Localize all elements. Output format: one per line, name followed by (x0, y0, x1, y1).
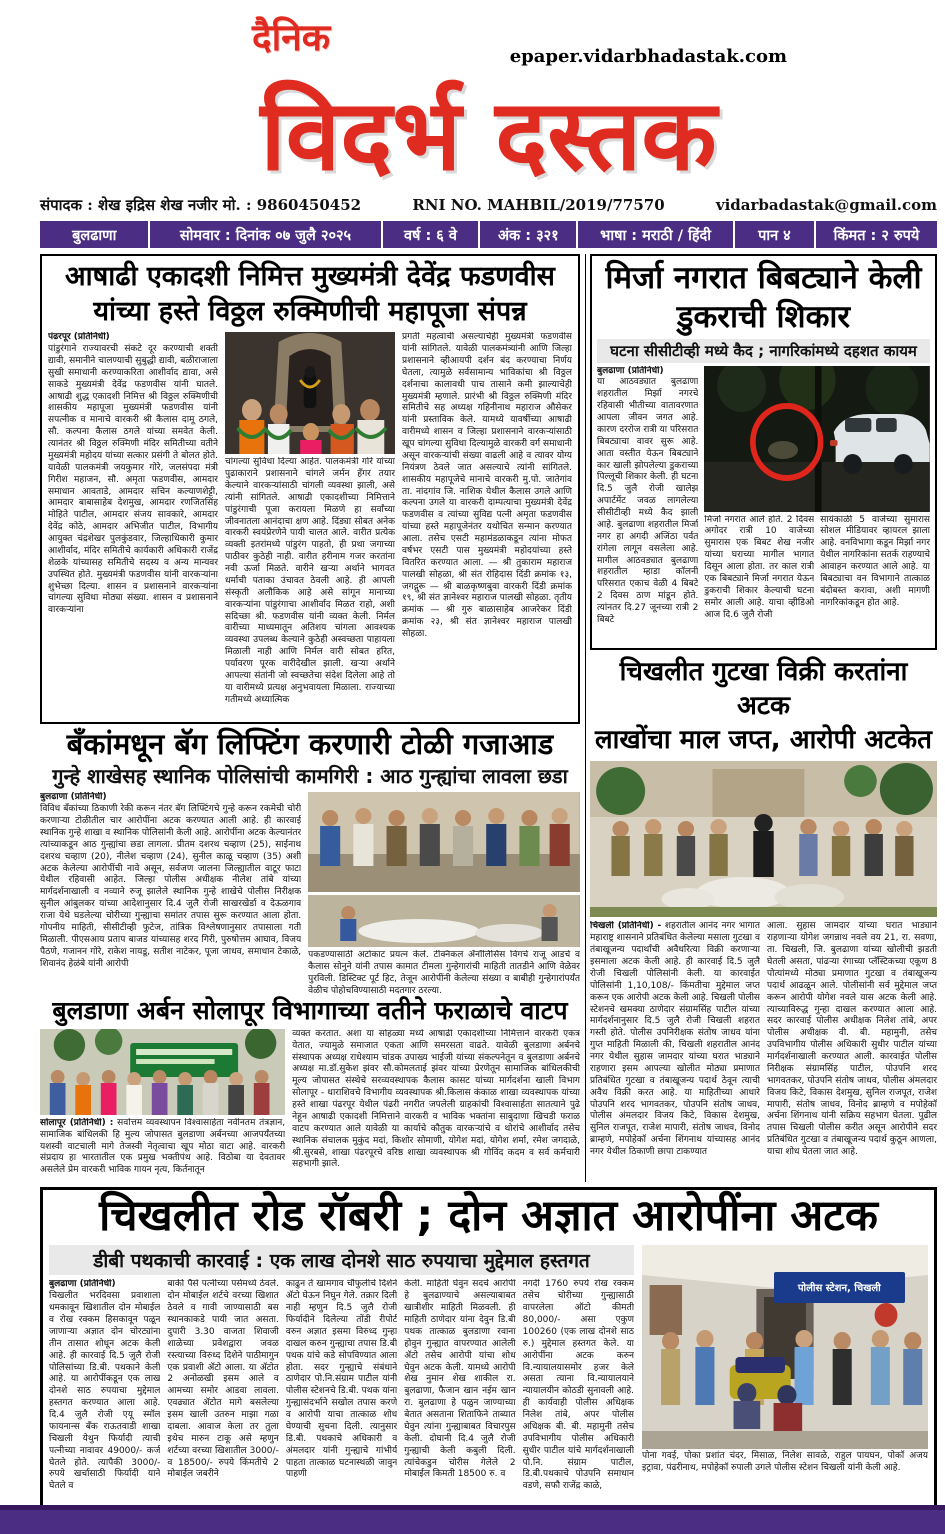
gutkha-col1-text: शहरातील आनंद नगर भागात महाराष्ट्र शासनाने प्रतिबंधित केलेल्या मसाला गुटखा व तंबाखूजन्य पदार्थांची अवैधरित्या विक्री करणाऱ्या इसमाला अटक केली आहे. ही कारवाई दि.5 जुलै रोजी चिखली पोलिसांनी केली. या कारवाईत पोलिसांनी 1,10,108/- किंमतीचा मुद्देमाल जप्त करून एक आरोपी अटक केली आहे. चिखली पोलीस स्टेशनचे खमक्या ठाणेदार संग्रामसिंह पाटील यांच्या मार्गदर्शनानुसार दि.5 जुलै रोजी चिखली शहरात गस्ती होते. पोलीस उपनिरीक्षक संतोष जाधव यांना गुप्त माहिती मिळाली की, चिखली शहरातील आनंद नगर येथील सुहास जामदार यांच्या घरात भाड्याने राहणारा इसम आपल्या खोलीत मोठ्या प्रमाणात प्रतिबंधित गुटखा व तंबाखूजन्य पदार्थ ठेवून त्याची अवैध विक्री करत आहे. या माहितीच्या आधारे पोउपनि शरद भागवतकर, पोउपनि संतोष जाधव, पोलीस अंमलदार विजय किटे, विकास देशमुख, सुनिल राजपूत, राजेश मापारी, संतोष जाधव, विनोद ब्राम्हणे, मपोहेकॉ अर्चना शिंगनाथ यांच्यासह आनंद नगर येथील ठिकाणी छापा टाकण्यात (590, 921, 760, 1158)
mahapuja-col1-text: पांडुरंगाने राज्यावरची संकटे दूर करण्याची शक्ती द्यावी, समानीने चालण्याची सुबुद्धी द्यावी, बळीराजाला सुखी समाधानी करण्याकरिता आशीर्वाद द्यावा, असे साकडे मुख्यमंत्री देवेंद्र फडणवीस यांनी घातले. आषाढी शुद्ध एकादशी निमित्त श्री विठ्ठल रुक्मिणीची शासकीय महापूजा मुख्यमंत्री फडणवीस यांनी सपत्नीक व मानाचे वारकरी श्री कैलास दामू ठगले, सौ. कल्पना कैलास ठगले यांच्या समवेत केली. त्यानंतर श्री विठ्ठल रुक्मिणी मंदिर समितीच्या वतीने मुख्यमंत्री महोदय यांच्या सत्कार प्रसंगी ते बोलत होते. यावेळी पालकमंत्री जयकुमार गोरे, जलसंपदा मंत्री गिरीश महाजन, सौ. अमृता फडणवीस, आमदार समाधान आवताडे, आमदार सचिन कल्याणशेट्टी, आमदार बाबासाहेब देशमुख, आमदार रणजितसिंह मोहिते पाटील, आमदार संजय सावकारे, आमदार देवेंद्र कोठे, आमदार अभिजीत पाटील, विभागीय आयुक्त चंद्रशेखर पुलकुंडवार, जिल्हाधिकारी कुमार आशीर्वाद, मंदिर समितीचे कार्यकारी अधिकारी राजेंद्र शेळके यांच्यासह समितीचे सदस्य व अन्य मान्यवर उपस्थित होते. मुख्यमंत्री फडणवीस यांनी वारकऱ्यांना शुभेच्छा दिल्या. शासन व प्रशासनाने वारकऱ्यांना चांगल्या सुविधा मोठ्या संख्या. शासन व प्रशासनाने वारकऱ्यांना (48, 344, 218, 616)
gutkha-headline-line2: लाखोंचा माल जप्त, आरोपी अटकेत (595, 724, 932, 755)
rni-number: RNI NO. MAHBIL/2019/77570 (412, 196, 665, 214)
mahapuja-col3-text: प्रगती महत्वाची असल्याचेही मुख्यमंत्री फडणवीस यांनी सांगितले. यावेळी पालकमंत्र्यांनी आणि जिल्हा प्रशासनाने व्हीआयपी दर्शन बंद करण्याचा निर्णय घेतला, त्यामुळे सर्वसामान्य भाविकांचा श्री विठ्ठल दर्शनाचा कालावधी पाच तासाने कमी झाल्याचेही मुख्यमंत्री म्हणाले. प्रारंभी श्री विठ्ठल रुक्मिणी मंदिर समितीचे सह अध्यक्ष गहिनीनाथ महाराज औसेकर यांनी प्रस्ताविक केले. यामध्ये यावर्षीच्या आषाढी वारीमध्ये शासन व जिल्हा प्रशासनाने वारकऱ्यांसाठी खूप चांगल्या सुविधा दिल्यामुळे वारकरी वर्ग समाधानी असून वारकऱ्यांची संख्या वाढली आहे व त्यावर योग्य नियंत्रण ठेवले जात असल्याचे त्यांनी सांगितले. शासकीय महापूजेचे मानाचे वारकरी मु.पो. जातेगांव ता. नांदगांव जि. नाशिक येथील कैलास उगले आणि कल्पना उगले या वारकरी दाम्पत्याचा मुख्यमंत्री देवेंद्र फडणवीस व त्यांच्या सुविद्य पत्नी अमृता फडणवीस यांच्या हस्ते महापूजेनंतर यथोचित सन्मान करण्यात आला. तसेच एसटी महामंडळाकडून त्यांना मोफत वर्षभर एसटी पास मुख्यमंत्री महोदयांच्या हस्ते वितरित करण्यात आला. — श्री तुकाराम महाराज पालखी सोहळा, श्री संत रोहिदास दिंडी क्रमांक १३, जगद्गुरू — श्री बाळकृष्णबुवा वारकरी दिंडी क्रमांक १९, श्री संत ज्ञानेश्वर महाराज पालखी सोहळा. तृतीय क्रमांक — श्री गुरु बाळासाहेब आजरेकर दिंडी क्रमांक २३, श्री संत ज्ञानेश्वर महाराज पालखी सोहळा. (402, 332, 572, 640)
robbery-col1-text: चिखलीत भरदिवसा प्रवाशाला धमकावून खिशातील दोन मोबाईल व रोख रक्कम हिसकावून पळून जाणाऱ्या अज्ञात दोन चोरट्यांना तीन तासात शोधून अटक केली आहे. ही कारवाई दि.5 जुलै रोजी पोलिसांच्या डि.बी. पथकाने केली आहे. या आरोपींकडून एक लाख दोनशे साठ रुपयाचा मुद्देमाल हस्तगत करण्यात आला आहे. दि.4 जुलै रोजी एयू स्मॉल फायनान्स बँक राऊतवाडी शाखा चिखली येथुन फिर्यादी त्याची पत्नीच्या नावावर 49000/- कर्ज घेतले होते. त्यापैकी 3000/- रुपये खर्चासाठी फिर्यादी याने घेतले व (49, 1291, 161, 1492)
leopard-col1 (597, 366, 698, 654)
mahapuja-temple-photo (225, 332, 395, 454)
article-gutkha (590, 650, 937, 1182)
gutkha-seizure-photo (590, 761, 937, 917)
daily-label: दैनिक (252, 16, 331, 59)
solapur-right-para: व्यक्त करतात. अशा या सोहळ्या मध्ये आषाढी एकादशीच्या निमित्ताने वारकरी एकत्र येतात, ज्यामुळे समाजात एकता आणि समरसता वाढते. यावेळी बुलडाणा अर्बनचे संस्थापक अध्यक्ष राधेश्याम चांडक उपाख्य भाईजी यांच्या संकल्पनेतून व बुलडाणा अर्बनचे अध्यक्ष मा.डॉ.सुकेश झंवर सौ.कोमलताई झंवर यांच्या प्रेरणेतून सामाजिक बांधिलकीची मूल्य जोपासत संस्थेचे सरव्यवस्थापक कैलास कासट यांच्या मार्गदर्शना खाली विभाग सोलापूर - धाराशिवचे विभागीय व्यवस्थापक श्री.किलास कंकाळ शाखा व्यवस्थापक यांच्या हस्ते शाखा पंढरपूर येथील पंढरी नगरीत जपलेली ग्राहकांची विश्वासार्हता सातत्याने पुढे नेहून आषाढी एकादशी निमित्ताने वारकरी व भाविक भक्तांना साबुदाणा खिचडी फराळ वाटप करण्यात आले यावेळी या कार्याचे कौतुक वारकऱ्यांचे व थोरांचे आशीर्वाद तसेच स्थानिक संचालक मुकुंद मदां, किशोर सोमाणी, योगेश मदां, योगेश शर्मा, रमेश जगदाळे, श्री.सुरबसे, शाखा पंढरपूरचे वरिष्ठ शाखा व्यवस्थापक श्री गोविंद कदम व सर्व कर्मचारी सहभागी झाले. (292, 1028, 580, 1170)
bank-accused-group-photo (308, 792, 580, 892)
cctv-night-illustration (704, 366, 930, 512)
solapur-left-para (40, 1118, 285, 1181)
faral-distribution-illustration (40, 1029, 285, 1115)
robbery-police-station-photo (642, 1245, 928, 1449)
mahapuja-byline: पंढरपूर (प्रतिनिधी) (48, 332, 110, 343)
leopard-byline: बुलढाणा (प्रतिनिधी) (597, 365, 664, 376)
gutkha-col1 (590, 921, 760, 1182)
robbery-photo-caption: पोना गवई, पोका प्रशांत चंदर, मिसाळ, निलेश सावळे, राहुल पायघन, पोकॉ अजय इट्रावा, पंढरीनाथ, मपोहेकॉ रुपाली उगले पोलीस स्टेशन चिखली यांनी केली आहे. (642, 1451, 928, 1474)
mahapuja-headline: आषाढी एकादशी निमित्त मुख्यमंत्री देवेंद्र फडणवीस यांच्या हस्ते विठ्ठल रुक्मिणीची महापूजा संपन्न (65, 261, 555, 328)
bank-photo-note: पकडण्यासाठी अटोकाट प्रयत्न केले. टेक्निकल ॲनॉलिसिस विंगचे राजू आडचे व कैलास सोनुने यांनी तपास कामात टीमला गुन्हेगारांची माहिती तातडीने आणि वेळेवर पुरविली. डिस्टिक्ट पूर्ट हिट, तेजून आरोपींनी केलेल्या संख्या व बाबीही गुन्हेगारांपर्यंत वेळीच पोहोचविण्यासाठी मदतगार ठरल्या. (308, 950, 580, 996)
solapur-distribution-photo (40, 1029, 285, 1115)
gutkha-seizure-illustration (590, 761, 937, 917)
mahapuja-col1 (48, 332, 218, 714)
email-address: vidarbadastak@gmail.com (715, 196, 937, 214)
robbery-col2-text: बाकी पैसे पत्नीच्या पर्समध्ये ठेवले. दोन मोबाईल शर्टचे वरच्या खिशात ठेवले व गावी जाण्यासाठी बस स्थानकाकडे पायी जात असता. दुपारी 3.30 वाजता शिवाजी शाळेच्या प्रवेशद्वारा जवळ रस्त्याच्या विरुध्द दिशेने पाठीमागुन एक प्रवाशी ॲटो आला. या ॲटोत 2 अनोळखी इसम आले व आमच्या समोर आडवा लावला. एवढ्यात ॲटोत मागे बसलेल्या इसम खाली उतरुन माझा गळा दाबला. आवाज केला तर तुला इथेच मारुन टाकू असे म्हणुन शर्टच्या वरच्या खिशातील 3000/- व 18500/- रुपये किंमतीचे 2 मोबाईल जबरीने (167, 1279, 279, 1480)
edition-info-bar (40, 221, 937, 248)
leopard-cctv-photo (704, 366, 930, 512)
leopard-col3-text: सायंकाळी 5 वाजेच्या सुमारास सोशल मीडियावर व्हायरल झाला आहे. वनविभागा कडून मिर्झा नगर येथील नागरिकांना सतर्क राहण्याचे आवाहन करण्यात आले आहे. या बिबट्याचा वन विभागाने तात्काळ बंदोबस्त करावा, अशी मागणी नागरिकांकडून होत आहे. (820, 514, 931, 608)
solapur-left-text: सर्वोत्तम व्यवस्थापन विश्वासार्हता नवीनतम तंत्रज्ञान, सामाजिक बांधिलकी हि मुल्य जोपासत बुलडाणा अर्बनच्या आजपर्यंतच्या यशस्वी वाटचाली मागे तेजस्वी नेतृत्वाचा खूप मोठा वाटा आहे. वारकरी संप्रदाय हा भारतातील एक प्रमुख भक्तीपंथ आहे. विठोबा या देवतावर असलेले प्रेम वारकरी भाविक गायन नृत्य, किर्तनातून (40, 1117, 286, 1176)
gutkha-byline: चिखली (प्रतिनिधी) - (590, 921, 662, 932)
epaper-website: epaper.vidarbhadastak.com (509, 46, 787, 67)
article-mahapuja (40, 254, 580, 724)
bank-seized-goods-photo (308, 895, 580, 947)
robbery-col5-text: नगदी 1760 रुपये रोख रक्कम तसेच चोरीच्या गुन्ह्यासाठी वापरलेला ऑटो कीमती 80,000/- असा एकुण 100260 (एक लाख दोनशे साठ रु.) मुद्देमाल हस्तगत केले. या आरोपींना अटक करुन वि.न्यायालयासमोर हजर केले असता त्याना वि.न्यायालयाने न्यायालयीन कोठडी सुनावली आहे. ही कार्यवाही पोलीस अधिक्षक निलेश तांबे, अपर पोलीस अधिक्षक बी. बी. महामुनी तसेच उपविभागीय पोलीस अधिकारी सुधीर पाटील यांचे मार्गदर्शनाखाली पो.नि. संग्राम पाटील, डि.बी.पथकाचे पोउपनि समाधान वडणे, सफौ राजेंद्र काळे, (522, 1279, 635, 1492)
police-group-illustration (308, 792, 580, 892)
edition-issue: अंक : ३२१ (480, 221, 576, 248)
seized-goods-illustration (308, 895, 580, 947)
leopard-col2-text: मिर्जा नगरात आले होते. 2 दिवस अगोदर रात्री 10 वाजेच्या सुमारास एक बिबट शेख नजीर यांच्या घराच्या मागील भागात दिसून आला होता. तर काल रात्री एक बिबट्याने मिर्जा नगरात येऊन डुकराची शिकार केल्याची घटना समोर आली आहे. याचा व्हीडिओ आज दि.6 जुलै रोजी (704, 514, 815, 620)
robbery-headline: चिखलीत रोड रॉबरी ; दोन अज्ञात आरोपींना अटक (99, 1191, 878, 1241)
leopard-col1-text: या आठवड्यात बुलढाणा शहरातील मिर्झा नगरचे रहिवासी भीतीच्या वातावरणात आपला जीवन जगत आहे. कारण दररोज रात्री या परिसरात बिबट्याचा वावर सुरू आहे. आता वस्तीत येऊन बिबट्याने कार खाली झोपलेल्या डुकराच्या पिल्लूची शिकार केली. ही घटना दि.5 जुलै रोजी खालेझ अपार्टमेंट जवळ लागलेल्या सीसीटीव्ही मध्ये कैद झाली आहे. बुलढाणा शहरातील मिर्जा नगर हा अगदी अजिंठा पर्वत रांगेला लागून वसलेला आहे. मागील आठवड्यात बुलढाणा शहरातील म्हाडा कॉलनी परिसरात एकाच वेळी 4 बिबटे 2 दिवस ठाण मांडून होते. त्यांनतर दि.27 जूनच्या रात्री 2 बिबटे (597, 377, 699, 625)
temple-puja-illustration (225, 332, 395, 454)
mahapuja-col2-text: चांगल्या सुविधा दिल्या आहेत. पालकमंत्री गोरे यांच्या पुढाकाराने प्रशासनाने चांगले जर्मन हँगर तयार केल्याने वारकऱ्यांसाठी चांगली व्यवस्था झाली, असे त्यांनी सांगितले. आषाढी एकादशीच्या निमित्ताने पांडुरंगाची पूजा करायला मिळणे हा सर्वांच्या जीवनातला आनंदाचा क्षण आहे. दिंड्या सोबत अनेक वारकरी स्वयंप्रेरणेने पायी चालत आले. वारीत प्रत्येक व्यक्ती इतरांमध्ये पांडुरंग पाहतो, ही प्रथा जगाच्या पाठीवर कुठेही नाही. वारीत हरीनाम गजर करतांना नवी ऊर्जा मिळते. वारीने खऱ्या अर्थाने भागवत धर्माची पताका उंचावत ठेवली आहे. ही आपली संस्कृती अलौकिक आहे असे सांगून मानाच्या वारकऱ्यांना पांडुरंगाचा आशीर्वाद मिळत राहो, अशी सदिच्छा श्री. फडणवीस यांनी व्यक्त केली. निर्मल वारीच्या माध्यमातून अतिशय चांगला आवश्यक व्यवस्था उपलब्ध केल्याने कुठेही अस्वच्छता पाहायला मिळाली नाही आणि निर्मल वारी सोबत हरित, पर्यावरण पूरक वारीदेखील झाली. खऱ्या अर्थाने आपल्या संतांनी जो स्वच्छतेचा संदेश दिलेला आहे तो या वारीमध्ये प्रत्यक्ष अनुभवायला मिळाला. राज्याच्या गतीमध्ये अध्यात्मिक (225, 457, 395, 705)
gutkha-col2-text: आला. सुहास जामदार यांच्या घरात भाड्याने राहणाऱ्या योगेश जगन्नाथ नवले वय 21, रा. सवणा, ता. चिखली, जि. बुलढाणा यांच्या खोलीची झडती घेतली असता, पांढऱ्या रंगाच्या प्लॅस्टिकच्या एकूण 8 पोत्यांमध्ये मोठ्या प्रमाणात गुटखा व तंबाखूजन्य पदार्थ आढळून आले. पोलीसांनी सर्व मुद्देमाल जप्त करून आरोपी योगेश नवले यास अटक केली आहे. त्याच्याविरुद्ध गुन्हा दाखल करण्यात आला आहे. सदर कारवाई पोलीस अधीक्षक निलेश तांबे, अपर पोलीस अधीक्षक वी. बी. महामुनी, तसेच उपविभागीय पोलीस अधिकारी सुधीर पाटील यांच्या मार्गदर्शनाखाली करण्यात आली. कारवाईत पोलीस निरीक्षक संग्रामसिंह पाटील, पोउपनि शरद भागवतकर, पोउपनि संतोष जाधव, पोलीस अंमलदार विजय किटे, विकास देशमुख, सुनिल राजपूत, राजेश मापारी, संतोष जाधव, विनोद ब्राम्हणे व मपोहेकॉ अर्चना शिंगनाथ यांनी सक्रिय सहभाग घेतला. पुढील तपास चिखली पोलीस करीत असून आरोपीने सदर प्रतिबंधित गुटखा व तंबाखूजन्य पदार्थ कुठून आणला, याचा शोध घेतला जात आहे. (767, 921, 937, 1158)
edition-date: सोमवार : दिनांक ०७ जुलै २०२५ (150, 221, 380, 248)
bank-body (40, 792, 301, 996)
editor-line: संपादक : शेख इद्रिस शेख नजीर मो. : 9860450452 (40, 196, 362, 214)
publisher-info-row (40, 192, 937, 218)
solapur-byline: सोलापूर (प्रतिनिधी) : (40, 1117, 114, 1128)
edition-price: किंमत : २ रुपये (816, 221, 937, 248)
robbery-col4-text: केली. माहिती घेवुन सदचे आरोपी हे बुलढाण्याचे असल्याबाबत खात्रीशीर माहिती मिळवली. ही माहिती ठाणेदार यांना देवुन डि.बी पथक तात्काळ बुलडाणा रवाना होवुन गुन्ह्यात वापरण्यात आलेली ॲटो तसेच आरोपी यांचा शोध घेवुन अटक केली. यामध्ये आरोपी शेख नुमान शेख शाकील रा. बुलढाणा, फैजान खान नईम खान रा. बुलढाणा हे पळुन जाण्याच्या बेतात असताना शिताफिने ताब्यात घेवुन त्यांना गुन्ह्याबाबत विचारपुस केली. दोघानी दि.4 जुलै रोजी गुन्ह्याची केली कबुली दिली. त्यांचेकडुन चोरीस गेलेले 2 मोबाईल किमती 18500 रु. व (404, 1279, 516, 1480)
article-leopard (590, 254, 937, 650)
bank-body-text: विविध बँकांच्या ठिकाणी रेकी करून नंतर बॅग लिफ्टिंगचे गुन्हे करून रकमेची चोरी करणाऱ्या टोळीतील चार आरोपींना अटक करण्यात आली आहे. ही कारवाई स्थानिक गुन्हे शाखा व स्थानिक पोलिसांनी केली आहे. आरोपींना अटक केल्यानंतर त्यांच्याकडून आठ गुन्ह्यांचा छडा लागला. प्रीतम दशरथ चव्हाण (25), साईनाथ दशरथ चव्हाण (20), नीलेश चव्हाण (24), सुनील काळू चव्हाण (35) अशी अटक केलेल्या आरोपींची नावे असून, सर्वजण जालना जिल्ह्यातील वाटूर फाटा येथील रहिवासी आहेत. जिल्हा पोलीस अधीक्षक नीलेश तांबे यांच्या मार्गदर्शनाखाली व नव्याने रुजू झालेले स्थानिक गुन्हे शाखेचे पोलीस निरीक्षक सुनील आंबुलकर यांच्या आदेशानुसार दि.4 जुलै रोजी साखरखेर्डा व देऊळगाव राजा येथे घडलेल्या चोरीच्या गुन्ह्याचा समांतर तपास सुरू करण्यात आला होता. गोपनीय माहिती, सीसीटीव्ही फुटेज, तांत्रिक विश्लेषणानुसार तपासाला गती मिळाली. पीएसआय प्रताप बाजड यांच्यासह शरद गिरी, पुरुषोत्तम आघाव, विजय पैठणे, गजानन गोरे, राकेश नायडू, सतीश नाटेकर, पूजा जाधव, समाधान टेकाळे, शिवानंद हेळंबे यांनी आरोपी (40, 804, 302, 969)
robbery-col3-text: काढुन ते खामगाव चौफुलीचे दिशेने ॲटो घेऊन निघुन गेले. तक्रार दिली नाही म्हणुन दि.5 जुलै रोजी फिर्यादीने दिलेल्या तोंडी रीपोर्ट वरुन अज्ञात इसमा विरुध्द गुन्हा दाखल करुन गुन्ह्याचा तपास डि.बी पथक यांचे कडे सोपविण्यात आला होता. सदर गुन्ह्याचे संबंधाने ठाणेदार पो.नि.संग्राम पाटील यांनी पोलीस स्टेशनचे डि.बी. पथक यांना गुन्ह्यासंदर्भाने सखोल तपास करणे व आरोपी याचा तात्काळ शोध घेण्याची सुचना दिली. त्यानुसार डि.बी. पथकाचे अधिकारी व अंमलदार यांनी गुन्ह्याचे गांभीर्य पाहता तात्काळ घटनास्थळी जावुन पाहणी (285, 1279, 398, 1480)
bank-headline: बँकांमधून बॅग लिफ्टिंग करणारी टोळी गजाआड (66, 727, 554, 761)
robbery-col1 (49, 1279, 160, 1503)
edition-year: वर्ष : ६ वे (383, 221, 479, 248)
robbery-subhead: डीबी पथकाची कारवाई : एक लाख दोनशे साठ रुपयाचा मुद्देमाल हस्तगत (49, 1245, 634, 1275)
edition-name: बुलढाणा (40, 221, 148, 248)
article-road-robbery (40, 1187, 937, 1513)
bank-subhead: गुन्हे शाखेसह स्थानिक पोलिसांची कामगिरी : आठ गुन्ह्यांचा लावला छडा (52, 764, 568, 789)
solapur-headline: बुलडाणा अर्बन सोलापूर विभागाच्या वतीने फराळाचे वाटप (52, 996, 568, 1025)
gutkha-headline-line1: चिखलीत गुटखा विक्री करतांना अटक (619, 657, 908, 721)
edition-language: भाषा : मराठी / हिंदी (578, 221, 733, 248)
paper-title: विदर्भ दस्तक (260, 79, 717, 194)
article-solapur-faral (40, 994, 580, 1182)
footer-bar (0, 1505, 945, 1534)
police-station-sign: पोलीस स्टेशन, चिखली (774, 1272, 906, 1303)
masthead (40, 0, 937, 194)
article-bank-lifting (40, 724, 580, 994)
leopard-headline: मिर्जा नगरात बिबट्याने केली डुकराची शिकार (605, 260, 922, 335)
edition-page-number: पान ४ (735, 221, 814, 248)
leopard-subhead: घटना सीसीटीव्ही मध्ये कैद ; नागरिकांमध्ये दहशत कायम (597, 339, 930, 363)
robbery-byline: बुलढाणा (प्रतिनिधी) (49, 1279, 116, 1290)
bank-byline: बुलढाणा (प्रतिनिधी) (40, 792, 107, 803)
